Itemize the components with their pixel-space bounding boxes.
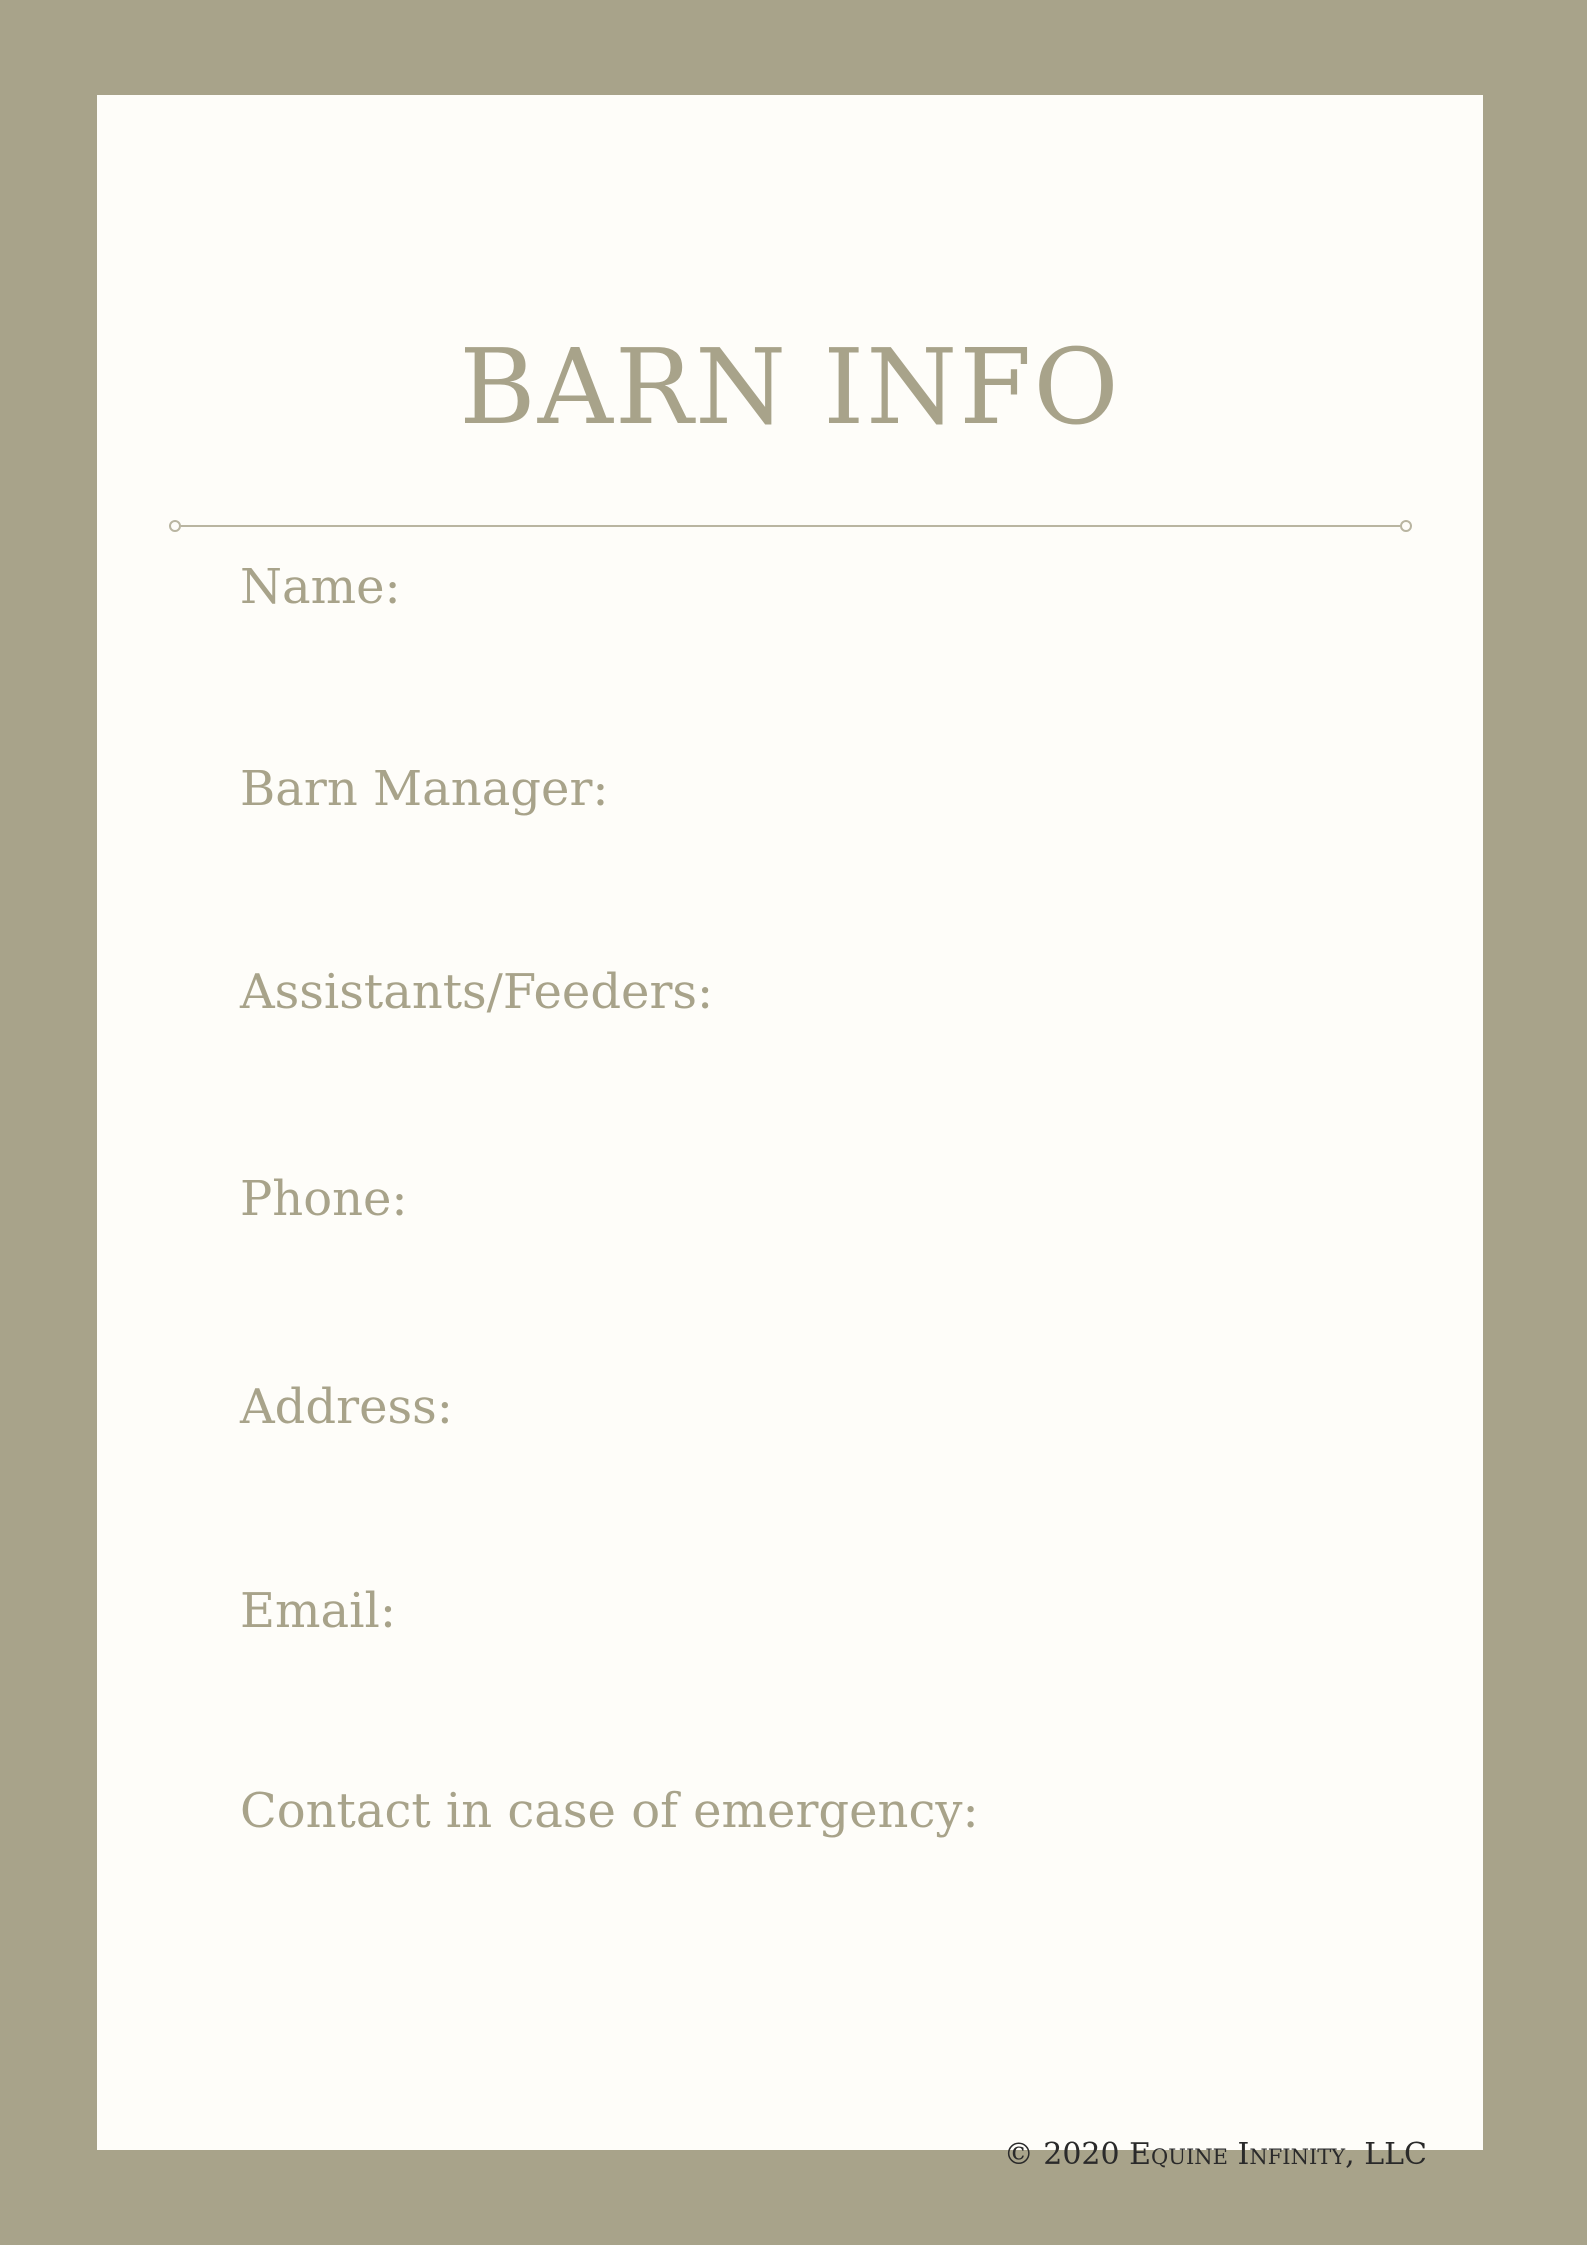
- copyright-notice: © 2020 Equine Infinity, LLC: [1003, 2137, 1427, 2172]
- assistants-feeders-label: Assistants/Feeders:: [240, 964, 714, 1020]
- phone-label: Phone:: [240, 1171, 408, 1227]
- emergency-contact-label: Contact in case of emergency:: [240, 1783, 979, 1839]
- page-title: BARN INFO: [459, 326, 1121, 448]
- title-divider: [169, 520, 1412, 532]
- name-label: Name:: [240, 559, 401, 615]
- address-label: Address:: [240, 1379, 453, 1435]
- barn-info-card: [97, 95, 1483, 2172]
- barn-manager-label: Barn Manager:: [240, 761, 609, 817]
- email-label: Email:: [240, 1583, 397, 1639]
